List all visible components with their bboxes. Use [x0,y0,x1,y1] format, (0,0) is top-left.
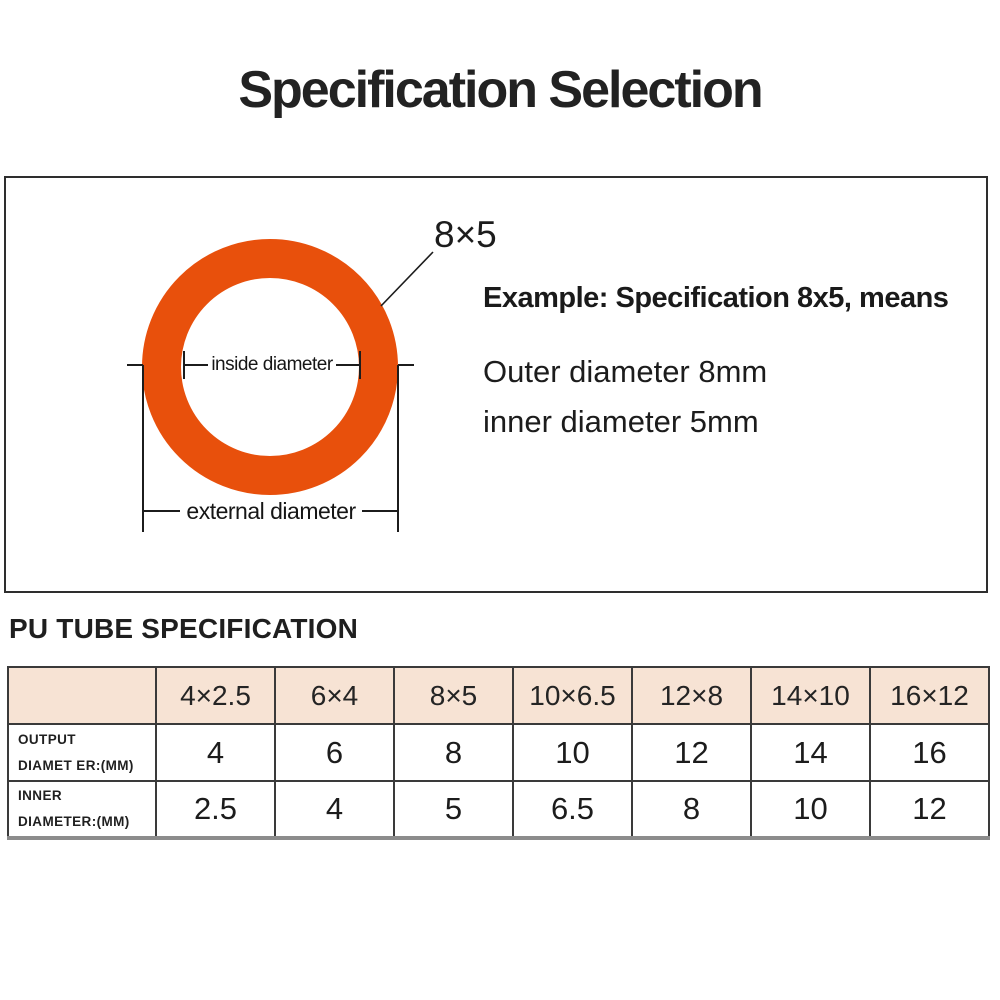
example-heading: Example: Specification 8x5, means [483,282,949,314]
diagram-panel [4,176,988,593]
inside-diameter-dimension [183,351,361,379]
page-title: Specification Selection [238,61,762,119]
spec-value-cell: 14 [751,724,870,781]
row-header-line: OUTPUT [18,731,76,747]
spec-table-heading: PU TUBE SPECIFICATION [9,613,359,644]
inner-diameter-text: inner diameter 5mm [483,404,759,439]
dimension-line [362,510,399,512]
spec-value-cell: 6 [275,724,394,781]
spec-value-cell: 4 [275,781,394,838]
spec-value-cell: 6.5 [513,781,632,838]
spec-value-cell: 4 [156,724,275,781]
spec-value-cell: 8 [394,724,513,781]
dimension-line [336,364,359,366]
column-header: 4×2.5 [156,667,275,724]
row-header-line: DIAMETER:(MM) [18,814,130,829]
row-header-line: INNER [18,788,63,803]
spec-value-cell: 12 [632,724,751,781]
outer-edge-tick-left [127,364,143,366]
spec-value-cell: 10 [513,724,632,781]
external-diameter-label: external diameter [186,497,356,524]
column-header: 6×4 [275,667,394,724]
spec-value-cell: 16 [870,724,989,781]
inside-diameter-label: inside diameter [211,354,333,375]
column-header: 12×8 [632,667,751,724]
spec-value-cell: 5 [394,781,513,838]
outer-diameter-text: Outer diameter 8mm [483,354,768,389]
spec-table-header-row [8,667,989,724]
spec-value-cell: 2.5 [156,781,275,838]
outer-edge-tick-right [398,364,414,366]
column-header: 16×12 [870,667,989,724]
row-header-line: DIAMET ER:(MM) [18,757,134,773]
dimension-tick-right [359,351,361,379]
callout-spec-label: 8×5 [434,214,497,255]
external-diameter-dimension [143,497,399,525]
dimension-line [185,364,208,366]
column-header: 10×6.5 [513,667,632,724]
row-header-inner-diameter [8,781,156,838]
dimension-line [143,510,180,512]
column-header: 8×5 [394,667,513,724]
spec-value-cell: 12 [870,781,989,838]
spec-table-row-output [8,724,989,781]
spec-table-row-inner [8,781,989,838]
corner-cell [8,667,156,724]
row-header-output-diameter [8,724,156,781]
column-header: 14×10 [751,667,870,724]
spec-table [7,666,990,840]
spec-value-cell: 8 [632,781,751,838]
spec-value-cell: 10 [751,781,870,838]
